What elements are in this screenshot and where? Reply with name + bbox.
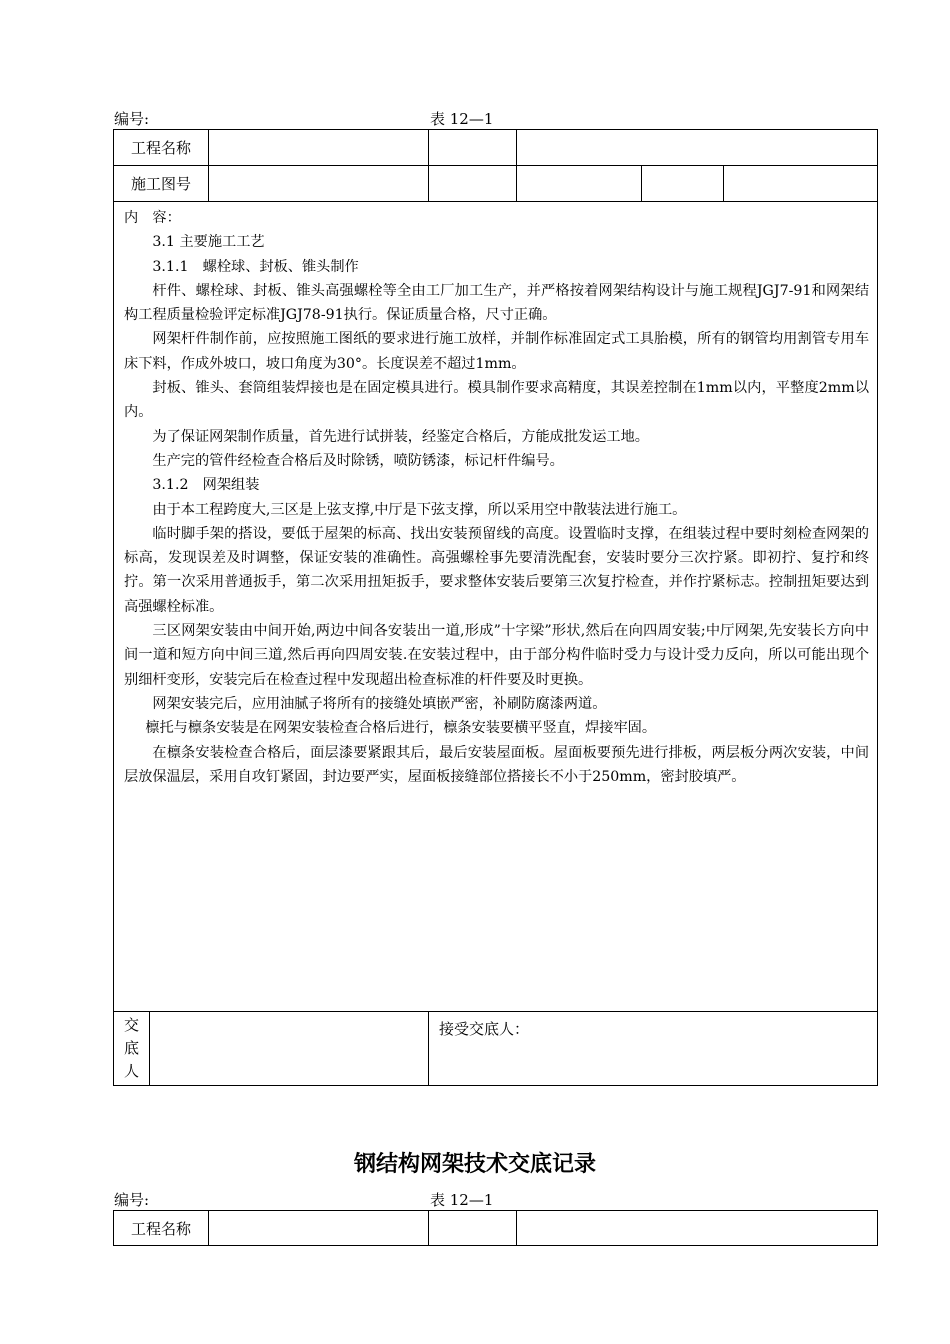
handover-form-table-2: [113, 1210, 878, 1246]
drawing-no-cell-4: [642, 166, 724, 202]
drawing-no-cell-5: [724, 166, 878, 202]
project-name-label-2: 工程名称: [114, 1211, 209, 1246]
project-name-cell-2: [429, 130, 517, 166]
handover-by-char: 交: [123, 1016, 139, 1034]
section-heading: 3.1 主要施工工艺: [152, 234, 265, 251]
drawing-no-row: [114, 166, 878, 202]
drawing-no-cell-2: [429, 166, 517, 202]
drawing-no-cell-3: [517, 166, 642, 202]
drawing-no-value: [209, 166, 429, 202]
content-row: [114, 202, 878, 1012]
project-name-cell-3b: [517, 1211, 878, 1246]
drawing-no-label: 施工图号: [114, 166, 209, 202]
content-body: [114, 202, 877, 789]
handover-by-char: 底: [123, 1039, 139, 1057]
handover-by-text: [114, 1014, 149, 1083]
page-title: 钢结构网架技术交底记录: [353, 1152, 596, 1177]
paragraph: 临时脚手架的搭设，要低于屋架的标高、找出安装预留线的高度。设置临时支撑，在组装过程中要时刻检查网架的标高，发现误差及时调整，保证安装的准确性。高强螺栓事先要清洗配套，安装时要分三次拧紧。即初拧、复拧和终拧。第一次采用普通扳手，第二次采用扭矩扳手，要求整体安装后要第三次复拧检查，并作拧紧标志。控制扭矩要达到高强螺栓标准。: [124, 525, 870, 615]
paragraph: 在檩条安装检查合格后，面层漆要紧跟其后，最后安装屋面板。屋面板要预先进行排板，两层板分两次安装，中间层放保温层，采用自攻钉紧固，封边要严实，屋面板接缝部位搭接长不小于250mm，密封胶填严。: [124, 744, 870, 785]
handover-by-label: [114, 1012, 150, 1086]
handover-form-table: [113, 129, 878, 1086]
subsection-heading: 3.1.1 螺栓球、封板、锥头制作: [152, 258, 359, 275]
project-name-label: 工程名称: [114, 130, 209, 166]
receiver-cell: [429, 1012, 878, 1086]
paragraph: 三区网架安装由中间开始,两边中间各安装出一道,形成”十字梁”形状,然后在向四周安装;中厅网架,先安装长方向中间一道和短方向中间三道,然后再向四周安装.在安装过程中，由于部分构件临时受力与设计受力反向，所以可能出现个别细杆变形，安装完后在检查过程中发现超出检查标准的杆件要及时更换。: [124, 623, 870, 688]
table-label-2: 表 12—1: [430, 1191, 494, 1209]
number-label: 编号:: [114, 110, 150, 128]
content-heading: 内 容：: [124, 210, 181, 226]
project-name-cell-3: [517, 130, 878, 166]
project-name-row-2: [114, 1211, 878, 1246]
handover-by-signature: [150, 1012, 429, 1086]
paragraph: 由于本工程跨度大,三区是上弦支撑,中厅是下弦支撑，所以采用空中散装法进行施工。: [152, 501, 687, 518]
paragraph: 为了保证网架制作质量，首先进行试拼装，经鉴定合格后，方能成批发运工地。: [152, 428, 649, 445]
paragraph: 网架安装完后，应用油腻子将所有的接缝处填嵌严密，补刷防腐漆两道。: [152, 695, 607, 712]
number-label-2: 编号:: [114, 1191, 150, 1209]
table-label: 表 12—1: [430, 110, 494, 128]
project-name-value-2: [209, 1211, 429, 1246]
paragraph: 檩托与檩条安装是在网架安装检查合格后进行，檩条安装要横平竖直，焊接牢固。: [145, 720, 657, 737]
project-name-row: [114, 130, 878, 166]
content-cell: [114, 202, 878, 1012]
receiver-label: 接受交底人：: [439, 1020, 530, 1038]
paragraph: 生产完的管件经检查合格后及时除锈，喷防锈漆，标记杆件编号。: [152, 452, 564, 469]
project-name-value: [209, 130, 429, 166]
paragraph: 杆件、螺栓球、封板、锥头高强螺栓等全由工厂加工生产，并严格按着网架结构设计与施工规程JGJ7-91和网架结构工程质量检验评定标准JGJ78-91执行。保证质量合格，尺寸正确。: [124, 282, 870, 324]
project-name-cell-2b: [429, 1211, 517, 1246]
subsection-heading: 3.1.2 网架组装: [152, 477, 260, 494]
handover-by-char: 人: [123, 1062, 139, 1080]
signature-row: [114, 1012, 878, 1086]
paragraph: 网架杆件制作前，应按照施工图纸的要求进行施工放样，并制作标准固定式工具胎模，所有的钢管均用割管专用车床下料，作成外坡口，坡口角度为30°。长度误差不超过1mm。: [124, 331, 870, 372]
paragraph: 封板、锥头、套筒组装焊接也是在固定模具进行。模具制作要求高精度，其误差控制在1mm以内，平整度2mm以内。: [124, 380, 870, 421]
